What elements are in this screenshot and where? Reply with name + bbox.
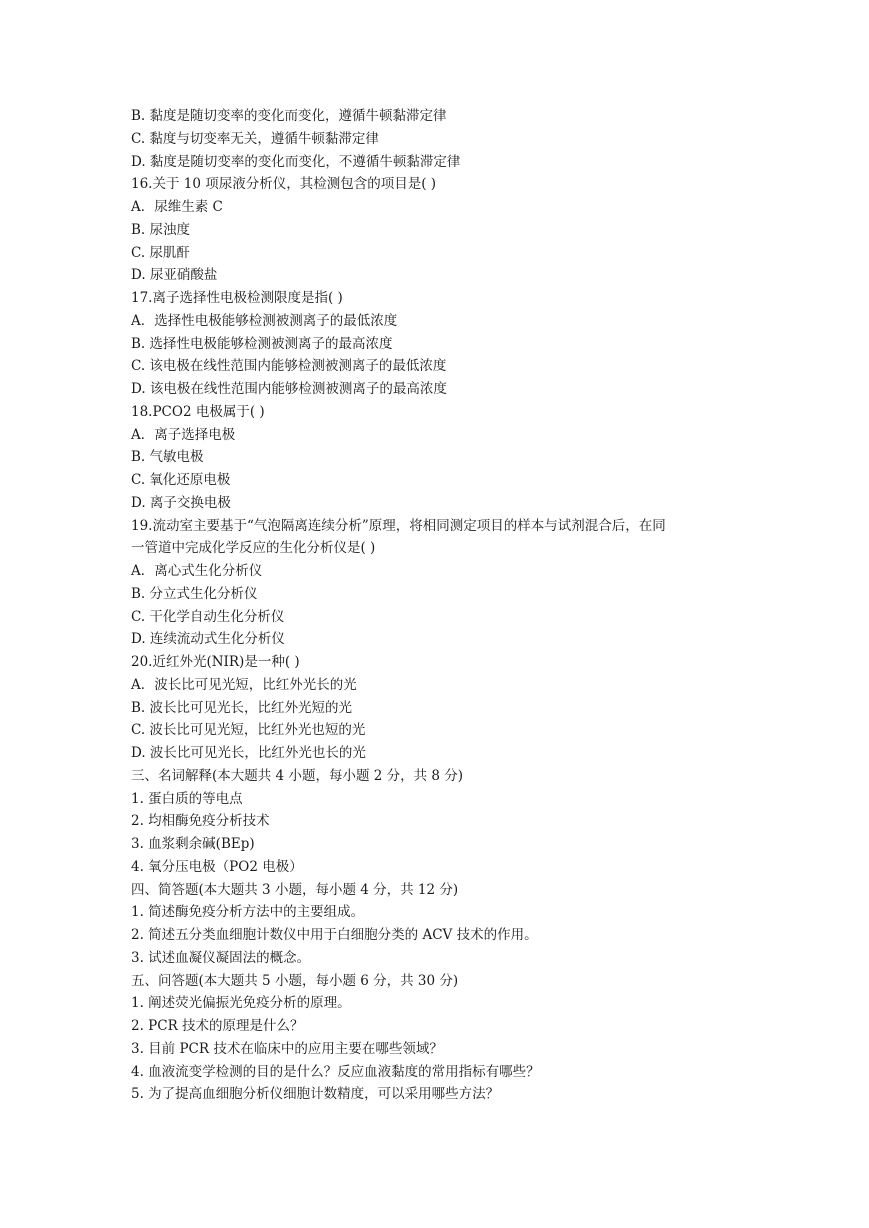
text-line: D. 该电极在线性范围内能够检测被测离子的最高浓度 xyxy=(131,381,447,397)
text-line: 五、问答题(本大题共 5 小题，每小题 6 分，共 30 分) xyxy=(131,972,459,989)
text-line: 2. 均相酶免疫分析技术 xyxy=(131,813,270,830)
text-line: 四、简答题(本大题共 3 小题，每小题 4 分，共 12 分) xyxy=(131,881,459,898)
text-line: 三、名词解释(本大题共 4 小题，每小题 2 分，共 8 分) xyxy=(131,767,464,784)
text-line: B. 选择性电极能够检测被测离子的最高浓度 xyxy=(131,335,393,352)
text-line: 19.流动室主要基于“气泡隔离连续分析”原理，将相同测定项目的样本与试剂混合后，在同 xyxy=(131,517,666,534)
text-line: C. 氧化还原电极 xyxy=(131,472,231,488)
text-line: D. 波长比可见光长，比红外光也长的光 xyxy=(131,745,366,761)
text-line: C. 波长比可见光短，比红外光也短的光 xyxy=(131,722,366,739)
text-line: 1. 简述酶免疫分析方法中的主要组成。 xyxy=(131,904,365,921)
text-line: A．选择性电极能够检测被测离子的最低浓度 xyxy=(131,312,398,329)
text-line: D. 尿亚硝酸盐 xyxy=(131,267,218,284)
text-line: A．波长比可见光短，比红外光长的光 xyxy=(131,676,357,693)
text-line: 3. 试述血凝仪凝固法的概念。 xyxy=(131,949,311,966)
document-page xyxy=(131,105,771,1106)
text-line: B. 气敏电极 xyxy=(131,449,204,466)
text-line: B. 分立式生化分析仪 xyxy=(131,585,258,602)
text-line: 2. PCR 技术的原理是什么？ xyxy=(131,1018,304,1034)
text-line: A．尿维生素 C xyxy=(131,199,223,215)
text-line: 3. 血浆剩余碱(BEp) xyxy=(131,836,255,852)
text-line: D. 离子交换电极 xyxy=(131,494,231,511)
text-line: 18.PCO2 电极属于( ) xyxy=(131,403,265,420)
text-line: B. 黏度是随切变率的变化而变化，遵循牛顿黏滞定律 xyxy=(131,108,447,124)
text-line: 2. 简述五分类血细胞计数仪中用于白细胞分类的 ACV 技术的作用。 xyxy=(131,927,538,943)
text-line: 5. 为了提高血细胞分析仪细胞计数精度，可以采用哪些方法？ xyxy=(131,1086,500,1103)
text-line: 1. 蛋白质的等电点 xyxy=(131,790,243,807)
text-line: D. 连续流动式生化分析仪 xyxy=(131,631,285,648)
text-line: 20.近红外光(NIR)是一种( ) xyxy=(131,654,300,670)
text-line: C. 黏度与切变率无关，遵循牛顿黏滞定律 xyxy=(131,130,379,147)
text-line: 17.离子选择性电极检测限度是指( ) xyxy=(131,290,343,306)
text-line: C. 尿肌酐 xyxy=(131,244,190,261)
text-line: B. 尿浊度 xyxy=(131,221,191,238)
text-line: D. 黏度是随切变率的变化而变化，不遵循牛顿黏滞定律 xyxy=(131,153,461,170)
text-line: 3. 目前 PCR 技术在临床中的应用主要在哪些领域？ xyxy=(131,1040,443,1057)
text-line: B. 波长比可见光长，比红外光短的光 xyxy=(131,699,353,716)
text-line: A．离子选择电极 xyxy=(131,426,236,443)
text-line: 一管道中完成化学反应的生化分析仪是( ) xyxy=(131,540,376,557)
text-line: A．离心式生化分析仪 xyxy=(131,563,263,579)
text-line: 16.关于 10 项尿液分析仪，其检测包含的项目是( ) xyxy=(131,176,437,193)
text-line: C. 该电极在线性范围内能够检测被测离子的最低浓度 xyxy=(131,358,447,375)
text-line: 1. 阐述荧光偏振光免疫分析的原理。 xyxy=(131,995,351,1012)
text-line: C. 干化学自动生化分析仪 xyxy=(131,608,285,625)
text-line: 4. 血液流变学检测的目的是什么？反应血液黏度的常用指标有哪些？ xyxy=(131,1063,540,1080)
text-line: 4. 氧分压电极（PO2 电极） xyxy=(131,858,303,875)
